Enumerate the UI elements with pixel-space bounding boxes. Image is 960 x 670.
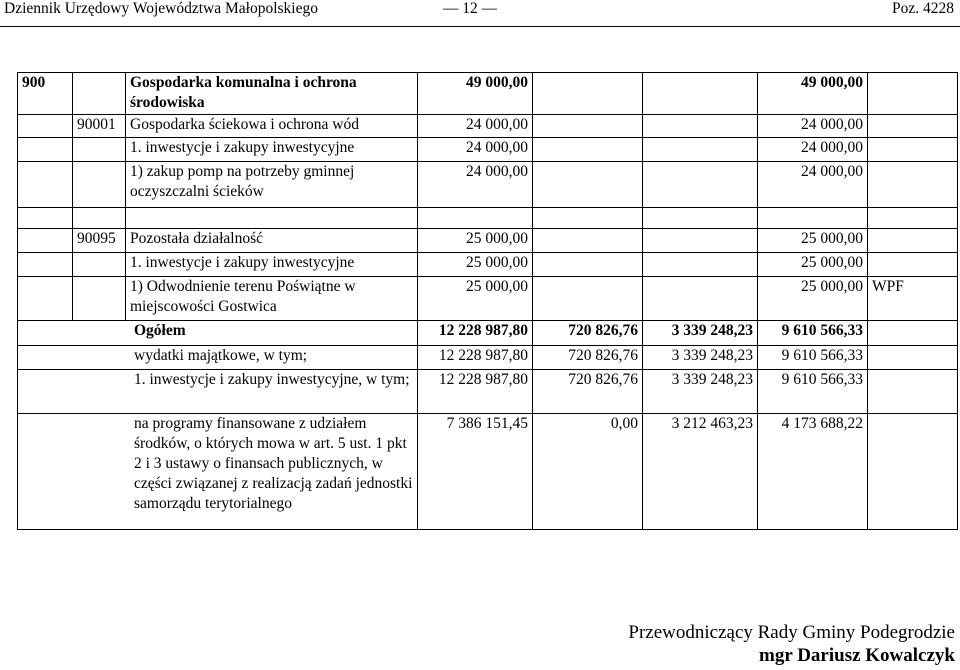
page-header (0, 0, 960, 28)
amount-col-3 (643, 162, 758, 208)
summary-row (18, 346, 958, 370)
chapter-code (73, 138, 126, 162)
table-row (18, 162, 958, 208)
summary-amount-4: 9 610 566,33 (758, 321, 868, 346)
item-description: 1) Odwodnienie terenu Poświątne w miejscowości Gostwica (126, 277, 418, 321)
item-description: 1. inwestycje i zakupy inwestycyjne (126, 138, 418, 162)
summary-amount-1: 7 386 151,45 (418, 414, 533, 530)
amount-total: 24 000,00 (418, 115, 533, 138)
summary-source (868, 346, 958, 370)
signature-title: Przewodniczący Rady Gminy Podegrodzie (628, 622, 955, 643)
amount-total: 25 000,00 (418, 229, 533, 253)
section-code (18, 208, 73, 229)
amount-col-3 (643, 229, 758, 253)
signature-name: mgr Dariusz Kowalczyk (759, 645, 955, 666)
amount-col-2 (533, 208, 643, 229)
amount-total: 25 000,00 (418, 277, 533, 321)
chapter-code (73, 162, 126, 208)
item-description: 1) zakup pomp na potrzeby gminnej oczyszczalni ścieków (126, 162, 418, 208)
amount-col-3 (643, 138, 758, 162)
section-code (18, 229, 73, 253)
summary-description: 1. inwestycje i zakupy inwestycyjne, w tym; (18, 370, 418, 414)
summary-amount-3: 3 339 248,23 (643, 321, 758, 346)
summary-amount-4: 9 610 566,33 (758, 346, 868, 370)
amount-col-4 (758, 208, 868, 229)
section-code (18, 277, 73, 321)
section-code: 900 (18, 73, 73, 115)
table-row (18, 229, 958, 253)
header-divider (0, 26, 960, 27)
table-row (18, 253, 958, 277)
amount-col-4: 25 000,00 (758, 229, 868, 253)
funding-source: WPF (868, 277, 958, 321)
item-description: Pozostała działalność (126, 229, 418, 253)
amount-col-2 (533, 73, 643, 115)
amount-total: 49 000,00 (418, 73, 533, 115)
summary-amount-2: 0,00 (533, 414, 643, 530)
table-row (18, 115, 958, 138)
funding-source (868, 208, 958, 229)
summary-row (18, 370, 958, 414)
table-row (18, 277, 958, 321)
funding-source (868, 162, 958, 208)
position-number: Poz. 4228 (892, 0, 954, 17)
amount-col-4: 24 000,00 (758, 162, 868, 208)
summary-row (18, 321, 958, 346)
summary-amount-3: 3 339 248,23 (643, 370, 758, 414)
amount-total: 25 000,00 (418, 253, 533, 277)
table-row (18, 138, 958, 162)
amount-total: 24 000,00 (418, 138, 533, 162)
section-code (18, 253, 73, 277)
amount-col-4: 25 000,00 (758, 277, 868, 321)
chapter-code (73, 253, 126, 277)
item-description (126, 208, 418, 229)
page-number: — 12 — (442, 0, 498, 17)
funding-source (868, 73, 958, 115)
summary-description: wydatki majątkowe, w tym; (18, 346, 418, 370)
section-code (18, 115, 73, 138)
amount-col-3 (643, 115, 758, 138)
chapter-code (73, 277, 126, 321)
journal-title: Dziennik Urzędowy Województwa Małopolskiego (4, 0, 318, 17)
amount-col-2 (533, 115, 643, 138)
summary-amount-2: 720 826,76 (533, 321, 643, 346)
summary-amount-1: 12 228 987,80 (418, 370, 533, 414)
chapter-code (73, 73, 126, 115)
amount-col-2 (533, 229, 643, 253)
summary-amount-2: 720 826,76 (533, 346, 643, 370)
funding-source (868, 138, 958, 162)
chapter-code: 90001 (73, 115, 126, 138)
amount-col-3 (643, 73, 758, 115)
item-description: Gospodarka ściekowa i ochrona wód (126, 115, 418, 138)
table-row (18, 208, 958, 229)
item-description: Gospodarka komunalna i ochrona środowiska (126, 73, 418, 115)
summary-row (18, 414, 958, 530)
amount-col-4: 24 000,00 (758, 115, 868, 138)
amount-col-2 (533, 138, 643, 162)
amount-col-2 (533, 162, 643, 208)
table-row (18, 73, 958, 115)
summary-source (868, 321, 958, 346)
amount-col-2 (533, 277, 643, 321)
item-description: 1. inwestycje i zakupy inwestycyjne (126, 253, 418, 277)
section-code (18, 162, 73, 208)
section-code (18, 138, 73, 162)
chapter-code: 90095 (73, 229, 126, 253)
summary-amount-1: 12 228 987,80 (418, 321, 533, 346)
summary-source (868, 414, 958, 530)
budget-table (17, 72, 958, 530)
summary-amount-1: 12 228 987,80 (418, 346, 533, 370)
amount-col-3 (643, 208, 758, 229)
summary-amount-2: 720 826,76 (533, 370, 643, 414)
summary-description: na programy finansowane z udziałem środków, o których mowa w art. 5 ust. 1 pkt 2 i 3 ustawy o finansach publicznych, w części związanej z realizacją zadań jednostki samorządu terytorialnego (18, 414, 418, 530)
summary-amount-4: 9 610 566,33 (758, 370, 868, 414)
funding-source (868, 229, 958, 253)
amount-col-3 (643, 277, 758, 321)
chapter-code (73, 208, 126, 229)
amount-col-4: 24 000,00 (758, 138, 868, 162)
amount-col-3 (643, 253, 758, 277)
summary-amount-4: 4 173 688,22 (758, 414, 868, 530)
amount-total (418, 208, 533, 229)
amount-total: 24 000,00 (418, 162, 533, 208)
summary-source (868, 370, 958, 414)
summary-amount-3: 3 212 463,23 (643, 414, 758, 530)
amount-col-4: 49 000,00 (758, 73, 868, 115)
amount-col-4: 25 000,00 (758, 253, 868, 277)
summary-amount-3: 3 339 248,23 (643, 346, 758, 370)
amount-col-2 (533, 253, 643, 277)
funding-source (868, 253, 958, 277)
summary-description: Ogółem (18, 321, 418, 346)
funding-source (868, 115, 958, 138)
